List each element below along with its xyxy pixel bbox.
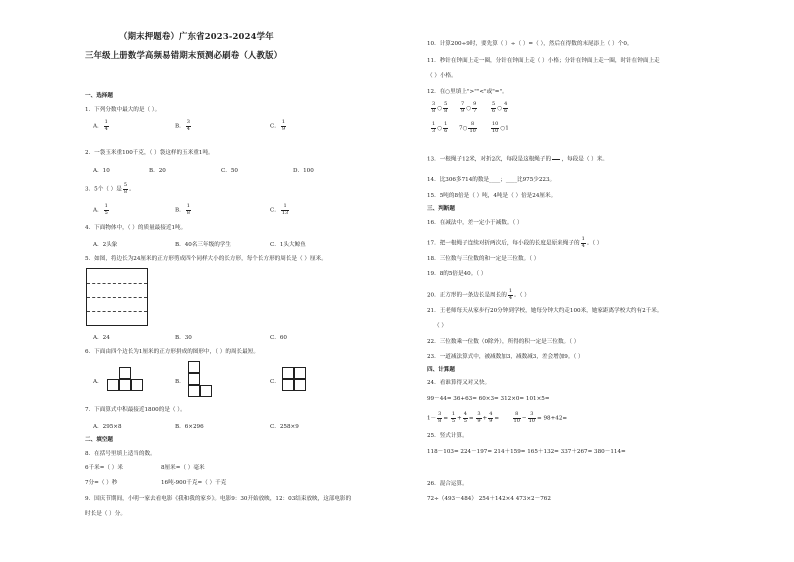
q22[interactable]: 22．三位数乘一位数（0除外），所得的积一定是三位数。（ ） <box>427 339 580 345</box>
q10[interactable]: 10．计算200÷9时，要先算（ ）÷（ ）=（ ），然后在得数的末尾添上（ ）个0。 <box>427 41 633 47</box>
q11-line2[interactable]: （ ）小格。 <box>427 73 457 79</box>
q7-option-a[interactable]: A．295×8 <box>93 424 122 430</box>
q19[interactable]: 19．8的5倍是40。（ ） <box>427 271 487 277</box>
q4: 4．下面物体中，（ ）的质量最接近1吨。 <box>85 225 187 231</box>
q16[interactable]: 16．在减法中，差一定小于减数。（ ） <box>427 220 523 226</box>
q1-option-c[interactable]: C． $\frac{1}{9}$ <box>270 119 286 132</box>
q9-line2[interactable]: 时长是（ ）分。 <box>85 511 126 517</box>
q6: 6．下面由四个边长为1厘米的正方形拼成的图形中，（ ）的周长最短。 <box>85 349 259 355</box>
q6-option-b[interactable]: B． <box>175 379 185 385</box>
q9: 9．国庆节期间，小明一家去看电影《我和我的家乡》。电影9：30开始放映，12：03结束放映，这部电影的 <box>85 496 352 502</box>
title-line2: 三年级上册数学高频易错期末预测必刷卷（人教版） <box>85 50 283 60</box>
q2-option-c[interactable]: C．50 <box>221 168 238 174</box>
q18[interactable]: 18．三位数与三位数的和一定是三位数。（ ） <box>427 256 540 262</box>
q26-row[interactable]: 72÷（493－484） 254＋142×4 473×2－762 <box>427 496 551 502</box>
q2-option-b[interactable]: B．20 <box>149 168 166 174</box>
q5-option-b[interactable]: B．30 <box>175 335 192 341</box>
q8-d[interactable]: 16吨-900千克=（ ）千克 <box>161 480 227 486</box>
q2: 2．一袋玉米重100千克，（ ）袋这样的玉米重1吨。 <box>85 150 214 156</box>
q6-option-c[interactable]: C． <box>270 379 280 385</box>
q8-c[interactable]: 7分=（ ）秒 <box>85 480 118 486</box>
q3-option-a[interactable]: A． $\frac{1}{5}$ <box>93 203 108 216</box>
q12-compare-6[interactable]: $\frac{10}{10}$ ○1 <box>492 121 509 134</box>
q14[interactable]: 14．比306多714的数是____；____比975少223。 <box>427 177 556 183</box>
q3: 3．5个（ ）是 $\frac{5}{8}$ 。 <box>85 182 135 195</box>
q2-option-a[interactable]: A．10 <box>93 168 110 174</box>
q5-divider <box>87 283 147 284</box>
q23[interactable]: 23．一道减法算式中，被减数加3，减数减3，差会增加9。（ ） <box>427 354 584 360</box>
q5-divider <box>87 311 147 312</box>
q24-row2[interactable]: 1－ $\frac{3}{8}$ = $\frac{1}{5}$ + $\frac{4}{5}$ = $\frac{3}{9}$ + $\frac{4}{9}$ = $\frac{8}{10}$ − $\frac{3}{10}$ = 98+42= <box>427 411 568 424</box>
q4-option-a[interactable]: A．2头象 <box>93 242 118 248</box>
q12-compare-5[interactable]: 7○ $\frac{8}{10}$ <box>459 121 476 134</box>
q5: 5．如图，将边长为24厘米的正方形剪成四个同样大小的长方形，每个长方形的周长是（ ）厘米。 <box>85 256 327 262</box>
section-choice: 一、选择题 <box>85 93 113 99</box>
q24-row1[interactable]: 99－44= 36+63= 60×3= 312×0= 101×5= <box>427 396 550 402</box>
q13[interactable]: 13．一根绳子12米，对折2次，每段是这根绳子的 ，每段是（ ）米。 <box>427 153 608 165</box>
q12-compare-4[interactable]: $\frac{1}{3}$ ○ $\frac{1}{6}$ <box>432 121 448 134</box>
q12: 12．在○里填上">""<"或"="。 <box>427 89 508 95</box>
q4-option-b[interactable]: B．40名三年级的学生 <box>175 242 231 248</box>
q1: 1．下列分数中最大的是（ ）。 <box>85 107 161 113</box>
q1-option-a[interactable]: A． $\frac{1}{4}$ <box>93 119 108 132</box>
q13-fraction-blank[interactable] <box>552 153 560 165</box>
q3-option-b[interactable]: B． $\frac{1}{8}$ <box>175 203 190 216</box>
q12-compare-1[interactable]: $\frac{3}{8}$ ○ $\frac{5}{8}$ <box>432 101 448 114</box>
q5-option-a[interactable]: A．24 <box>93 335 110 341</box>
q15[interactable]: 15．5吨的8倍是（ ）吨，4吨是（ ）倍是24厘米。 <box>427 193 557 199</box>
q5-option-c[interactable]: C．60 <box>270 335 287 341</box>
q7-option-b[interactable]: B．6×296 <box>175 424 204 430</box>
q8-a[interactable]: 6千米=（ ）米 <box>85 465 123 471</box>
q21-line2[interactable]: （ ） <box>434 323 447 329</box>
q2-option-d[interactable]: D．100 <box>293 168 314 174</box>
section-judge: 三、判断题 <box>427 206 455 212</box>
q25-row[interactable]: 118－103= 224－197= 214＋159= 165＋132= 337＋267= 380－114= <box>427 449 626 455</box>
q12-compare-2[interactable]: $\frac{7}{9}$ ○ $\frac{9}{7}$ <box>461 101 477 114</box>
q20[interactable]: 20．正方形的一条边长是周长的 $\frac{1}{4}$ 。（ ） <box>427 288 530 301</box>
q11[interactable]: 11．秒针在钟面上走一圈，分针在钟面上走（ ）小格；分针在钟面上走一圈，时针在钟面上走 <box>427 58 660 64</box>
q1-option-b[interactable]: B． $\frac{3}{4}$ <box>175 119 190 132</box>
q8: 8．在括号里填上适当的数。 <box>85 451 156 457</box>
q5-divider <box>87 297 147 298</box>
q21[interactable]: 21．王老师每天从家步行20分钟到学校，她每分钟大约走100米，她家距离学校大约有2千米。 <box>427 308 663 314</box>
section-fill: 二、填空题 <box>85 437 113 443</box>
q7-option-c[interactable]: C．258×9 <box>270 424 299 430</box>
q7: 7．下面算式中积最接近1800的是（ ）。 <box>85 407 186 413</box>
q12-compare-3[interactable]: $\frac{5}{6}$ ○ $\frac{4}{6}$ <box>492 101 508 114</box>
q5-square-figure <box>86 268 148 326</box>
q26: 26．混合运算。 <box>427 481 468 487</box>
section-calc: 四、计算题 <box>427 367 455 373</box>
q4-option-c[interactable]: C．1头大鲸鱼 <box>270 242 306 248</box>
q8-b[interactable]: 8厘米=（ ）毫米 <box>161 465 205 471</box>
title-line1: （期末押题卷）广东省2023-2024学年 <box>119 31 274 41</box>
q17[interactable]: 17．把一根绳子连续对折两次后，每小段的长度是原来绳子的 $\frac{1}{4}$ 。（ ） <box>427 236 603 249</box>
q24: 24．看谁算得又对又快。 <box>427 380 491 386</box>
q3-option-c[interactable]: C． $\frac{1}{13}$ <box>270 203 289 216</box>
q6-option-a[interactable]: A． <box>93 379 103 385</box>
q25: 25．竖式计算。 <box>427 433 468 439</box>
